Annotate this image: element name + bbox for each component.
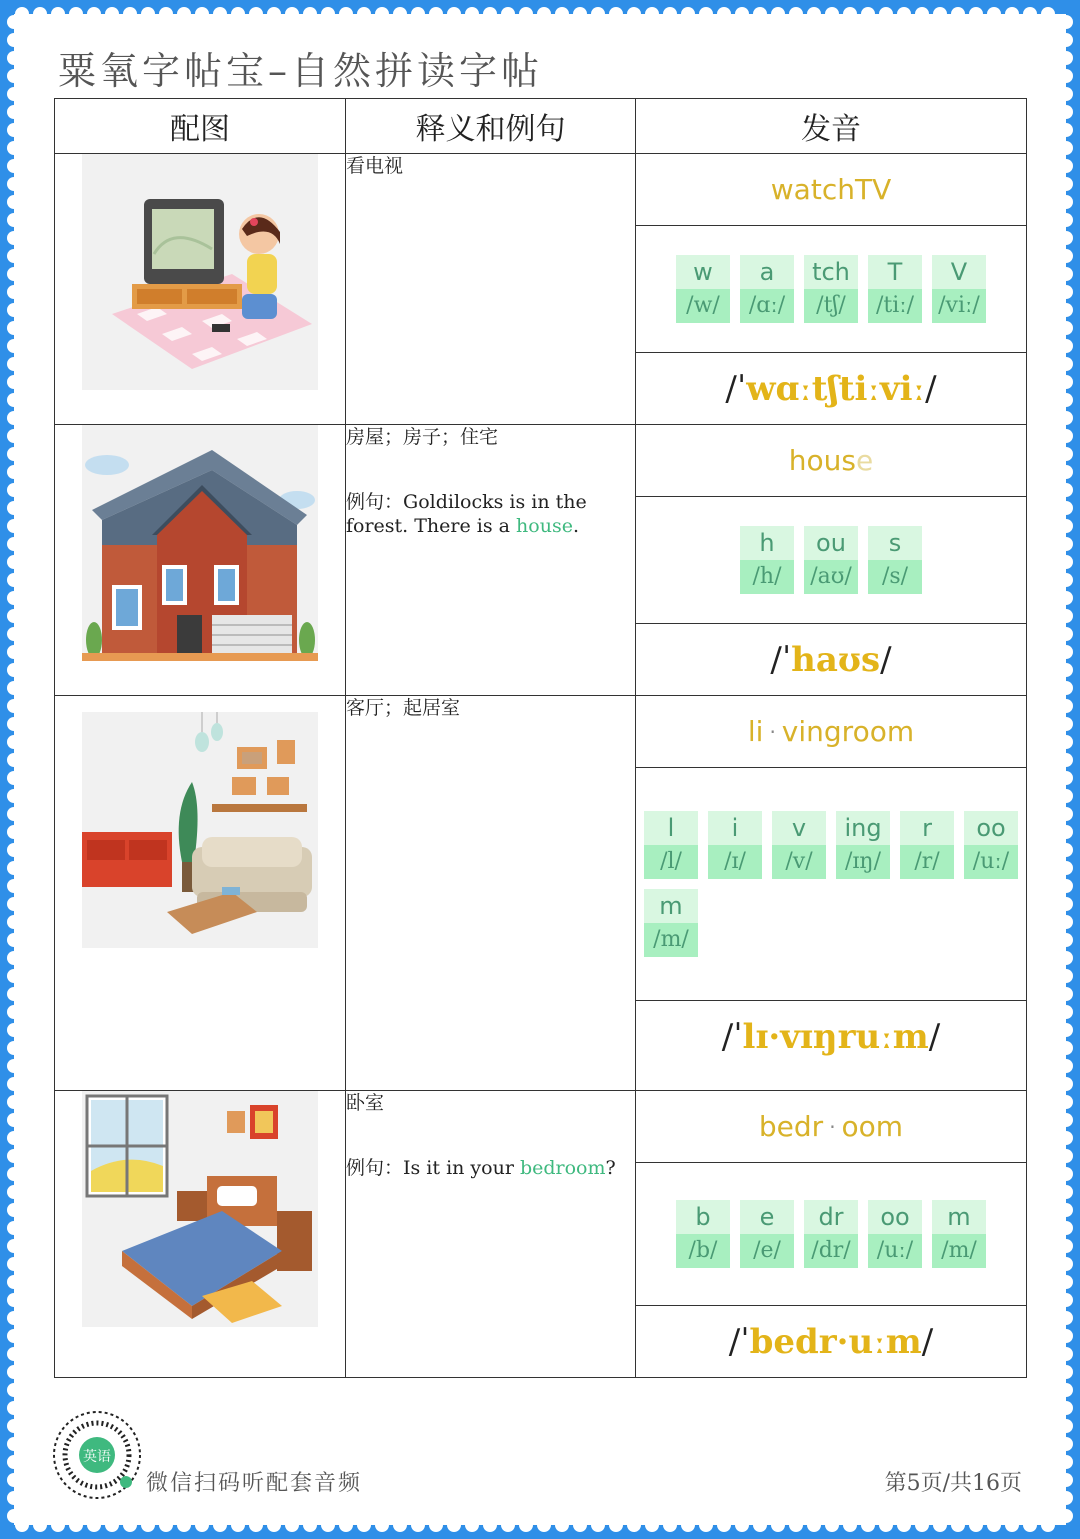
phonics-tile: [868, 526, 922, 594]
tile-phoneme: /l/: [644, 845, 698, 879]
phonics-tile: [932, 255, 986, 323]
phonics-tiles: [636, 497, 1026, 624]
table-row: [55, 1091, 1027, 1378]
tile-phoneme: /m/: [932, 1234, 986, 1268]
tile-grapheme: r: [900, 811, 954, 845]
tile-grapheme: e: [740, 1200, 794, 1234]
phonics-tile: [740, 526, 794, 594]
phonics-tile: [836, 811, 890, 879]
image-cell: [55, 154, 346, 425]
tile-phoneme: /h/: [740, 560, 794, 594]
table-row: [55, 696, 1027, 1091]
syllable-dot: ·: [829, 1114, 836, 1139]
header-row: [55, 99, 1027, 154]
tile-phoneme: /r/: [900, 845, 954, 879]
word-syllable-1: li: [747, 715, 764, 748]
qr-badge-text: 英语: [83, 1449, 111, 1465]
image-cell: [55, 696, 346, 1091]
example-suffix: ?: [605, 1156, 616, 1179]
phonics-tile: [676, 1200, 730, 1268]
page-title: 粟氧字帖宝–自然拼读字帖: [58, 49, 544, 93]
ipa-close: /: [880, 639, 892, 680]
tile-phoneme: /uː/: [964, 845, 1018, 879]
phonics-tile: [900, 811, 954, 879]
table-row: [55, 425, 1027, 696]
word-spelling: [636, 1091, 1026, 1163]
tile-grapheme: h: [740, 526, 794, 560]
tv-watching-girl-illustration: [82, 154, 318, 390]
phonics-tile: [804, 255, 858, 323]
ipa-body: lɪ·vɪŋruːm: [742, 1016, 929, 1057]
table-row: [55, 154, 1027, 425]
tile-grapheme: a: [740, 255, 794, 289]
page-number: 第5页/共16页: [884, 1471, 1022, 1496]
phonics-tile: [676, 255, 730, 323]
phonics-tile: [740, 255, 794, 323]
word-spelling: [636, 696, 1026, 768]
meaning-text: 房屋；房子；住宅: [346, 426, 499, 448]
phonics-tile: [740, 1200, 794, 1268]
meaning-text: 卧室: [346, 1092, 385, 1114]
ipa-close: /: [925, 368, 937, 409]
tile-grapheme: dr: [804, 1200, 858, 1234]
example-suffix: .: [572, 515, 579, 538]
ipa-open: /ˈ: [728, 1321, 750, 1362]
example-label: 例句：: [346, 490, 404, 513]
ipa-open: /ˈ: [770, 639, 792, 680]
example-sentence: [346, 1156, 635, 1181]
pronunciation-cell: [636, 696, 1027, 1091]
ipa-transcription: [636, 624, 1026, 695]
tile-grapheme: i: [708, 811, 762, 845]
phonics-tiles: [636, 226, 1026, 353]
tile-grapheme: V: [932, 255, 986, 289]
phonics-table: [54, 98, 1027, 1378]
tile-grapheme: b: [676, 1200, 730, 1234]
example-text: Is it in your: [403, 1156, 520, 1179]
word-syllable-2: vingroom: [781, 715, 915, 748]
tile-grapheme: w: [676, 255, 730, 289]
ipa-transcription: [636, 1001, 1026, 1072]
tile-phoneme: /v/: [772, 845, 826, 879]
phonics-tile: [708, 811, 762, 879]
phonics-tiles: [636, 1163, 1026, 1306]
word-text: hous: [788, 444, 856, 477]
ipa-body: wɑːtʃtiːviː: [746, 368, 926, 409]
meaning-cell: [346, 696, 636, 1091]
tile-phoneme: /b/: [676, 1234, 730, 1268]
tile-grapheme: s: [868, 526, 922, 560]
tile-grapheme: tch: [804, 255, 858, 289]
pronunciation-cell: [636, 154, 1027, 425]
phonics-tile: [644, 889, 698, 957]
header-image: 配图: [55, 99, 346, 154]
ipa-close: /: [928, 1016, 941, 1057]
tile-grapheme: oo: [868, 1200, 922, 1234]
phonics-tiles: [636, 768, 1026, 1001]
meaning-text: 客厅；起居室: [346, 697, 461, 719]
tile-phoneme: /uː/: [868, 1234, 922, 1268]
example-label: 例句：: [346, 1156, 404, 1179]
bedroom-illustration: [82, 1091, 318, 1327]
phonics-tile: [964, 811, 1018, 879]
tile-phoneme: /tʃ/: [804, 289, 858, 323]
tile-grapheme: l: [644, 811, 698, 845]
ipa-transcription: [636, 1306, 1026, 1377]
tile-phoneme: /tiː/: [868, 289, 922, 323]
tile-phoneme: /w/: [676, 289, 730, 323]
word-spelling: [636, 425, 1026, 497]
pronunciation-cell: [636, 1091, 1027, 1378]
house-illustration: [82, 425, 318, 661]
ipa-close: /: [921, 1321, 934, 1362]
ipa-body: haʊs: [791, 639, 881, 680]
tile-phoneme: /dr/: [804, 1234, 858, 1268]
phonics-tile: [868, 255, 922, 323]
living-room-illustration: [82, 712, 318, 948]
silent-letter: e: [855, 444, 874, 477]
example-highlight-word: bedroom: [519, 1156, 606, 1179]
example-text: Goldilocks is in the forest. There is a: [346, 490, 587, 538]
pronunciation-cell: [636, 425, 1027, 696]
phonics-tile: [644, 811, 698, 879]
word-text: watchTV: [770, 173, 892, 206]
ipa-body: bedr·uːm: [749, 1321, 922, 1362]
tile-phoneme: /ɪŋ/: [836, 845, 890, 879]
tile-phoneme: /e/: [740, 1234, 794, 1268]
phonics-tile: [932, 1200, 986, 1268]
tile-phoneme: /ɪ/: [708, 845, 762, 879]
example-sentence: [346, 490, 635, 539]
syllable-dot: ·: [769, 719, 776, 744]
word-syllable-2: oom: [841, 1110, 904, 1143]
ipa-open: /ˈ: [721, 1016, 743, 1057]
tile-phoneme: /ɑː/: [740, 289, 794, 323]
phonics-tile: [868, 1200, 922, 1268]
example-highlight-word: house: [516, 515, 573, 538]
word-syllable-1: bedr: [758, 1110, 824, 1143]
meaning-cell: [346, 1091, 636, 1378]
ipa-transcription: [636, 353, 1026, 424]
tile-grapheme: T: [868, 255, 922, 289]
tile-grapheme: v: [772, 811, 826, 845]
ipa-open: /ˈ: [725, 368, 747, 409]
tile-grapheme: ing: [836, 811, 890, 845]
word-spelling: [636, 154, 1026, 226]
phonics-tile: [804, 1200, 858, 1268]
phonics-tile: [804, 526, 858, 594]
tile-phoneme: /m/: [644, 923, 698, 957]
tile-grapheme: oo: [964, 811, 1018, 845]
phonics-tile: [772, 811, 826, 879]
header-meaning: 释义和例句: [346, 99, 636, 154]
qr-code-icon[interactable]: [52, 1410, 142, 1500]
tile-grapheme: m: [644, 889, 698, 923]
meaning-cell: [346, 154, 636, 425]
tile-phoneme: /aʊ/: [804, 560, 858, 594]
meaning-cell: [346, 425, 636, 696]
image-cell: [55, 425, 346, 696]
meaning-text: 看电视: [346, 155, 404, 177]
tile-grapheme: ou: [804, 526, 858, 560]
header-pronunciation: 发音: [636, 99, 1027, 154]
audio-scan-note: 微信扫码听配套音频: [146, 1471, 363, 1496]
tile-phoneme: /viː/: [932, 289, 986, 323]
tile-phoneme: /s/: [868, 560, 922, 594]
image-cell: [55, 1091, 346, 1378]
tile-grapheme: m: [932, 1200, 986, 1234]
